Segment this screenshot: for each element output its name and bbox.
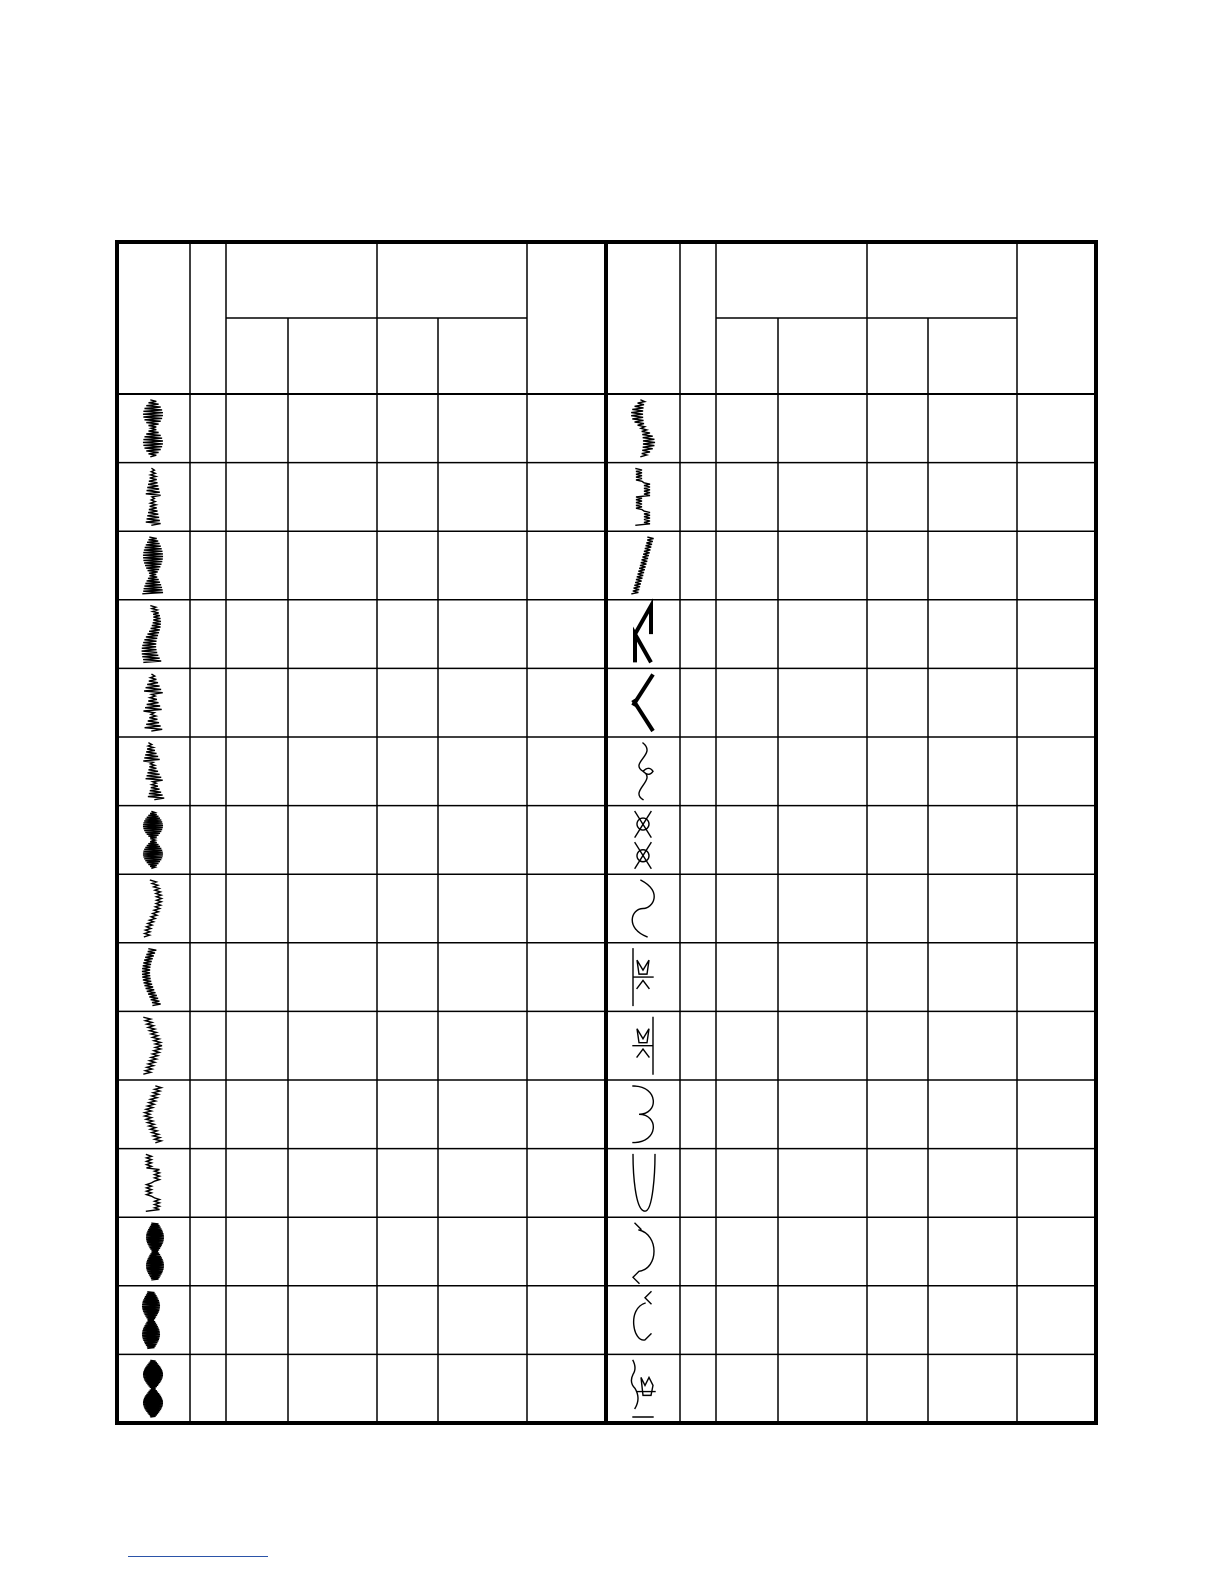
serpentine-curve-icon [632,880,654,937]
straight-zigzag-v-icon [633,674,653,731]
satin-diamond-pair-icon [143,812,163,869]
stitch-settings-table [115,240,1098,1425]
dense-zigzag-narrow-middle-icon [143,400,163,457]
tulip-wave-icon [631,1360,655,1417]
zigzag-bolt-icon [144,1017,162,1074]
right-stitch-icons [631,400,655,1417]
zigzag-square-steps-icon [147,1155,160,1212]
zigzag-lightning-thin-icon [145,880,162,937]
zigzag-block-steps-icon [636,469,650,526]
zigzag-triangle-steps-icon [143,743,164,800]
thick-zigzag-n-icon [635,606,651,663]
scallop-arc-left-icon [633,1155,655,1212]
leaf-vine-icon [639,743,653,800]
zigzag-diamond-taper-icon [146,469,161,526]
scallop-point-right-icon [633,1223,654,1283]
scallop-arc-right-icon [633,1086,653,1143]
scallop-point-left-icon [634,1292,651,1340]
satin-scallop-right-icon [146,1223,164,1280]
zigzag-s-curve-icon [142,949,161,1006]
zigzag-bolt-reverse-icon [145,1086,162,1143]
zigzag-diagonal-steps-icon [632,537,654,594]
cross-loop-icon [635,812,651,869]
tulip-flower-left-icon [633,949,653,1006]
zigzag-s-curve-small-icon [631,400,655,457]
zigzag-wave-wide-bottom-icon [142,606,162,663]
left-stitch-icons [142,400,165,1417]
footer-rule [128,1556,268,1557]
tulip-flower-right-icon [633,1017,653,1074]
dense-zigzag-wide-icon [143,537,163,594]
zigzag-triangle-right-icon [144,674,163,731]
satin-oval-pair-icon [143,1360,163,1417]
satin-scallop-left-icon [142,1292,160,1349]
